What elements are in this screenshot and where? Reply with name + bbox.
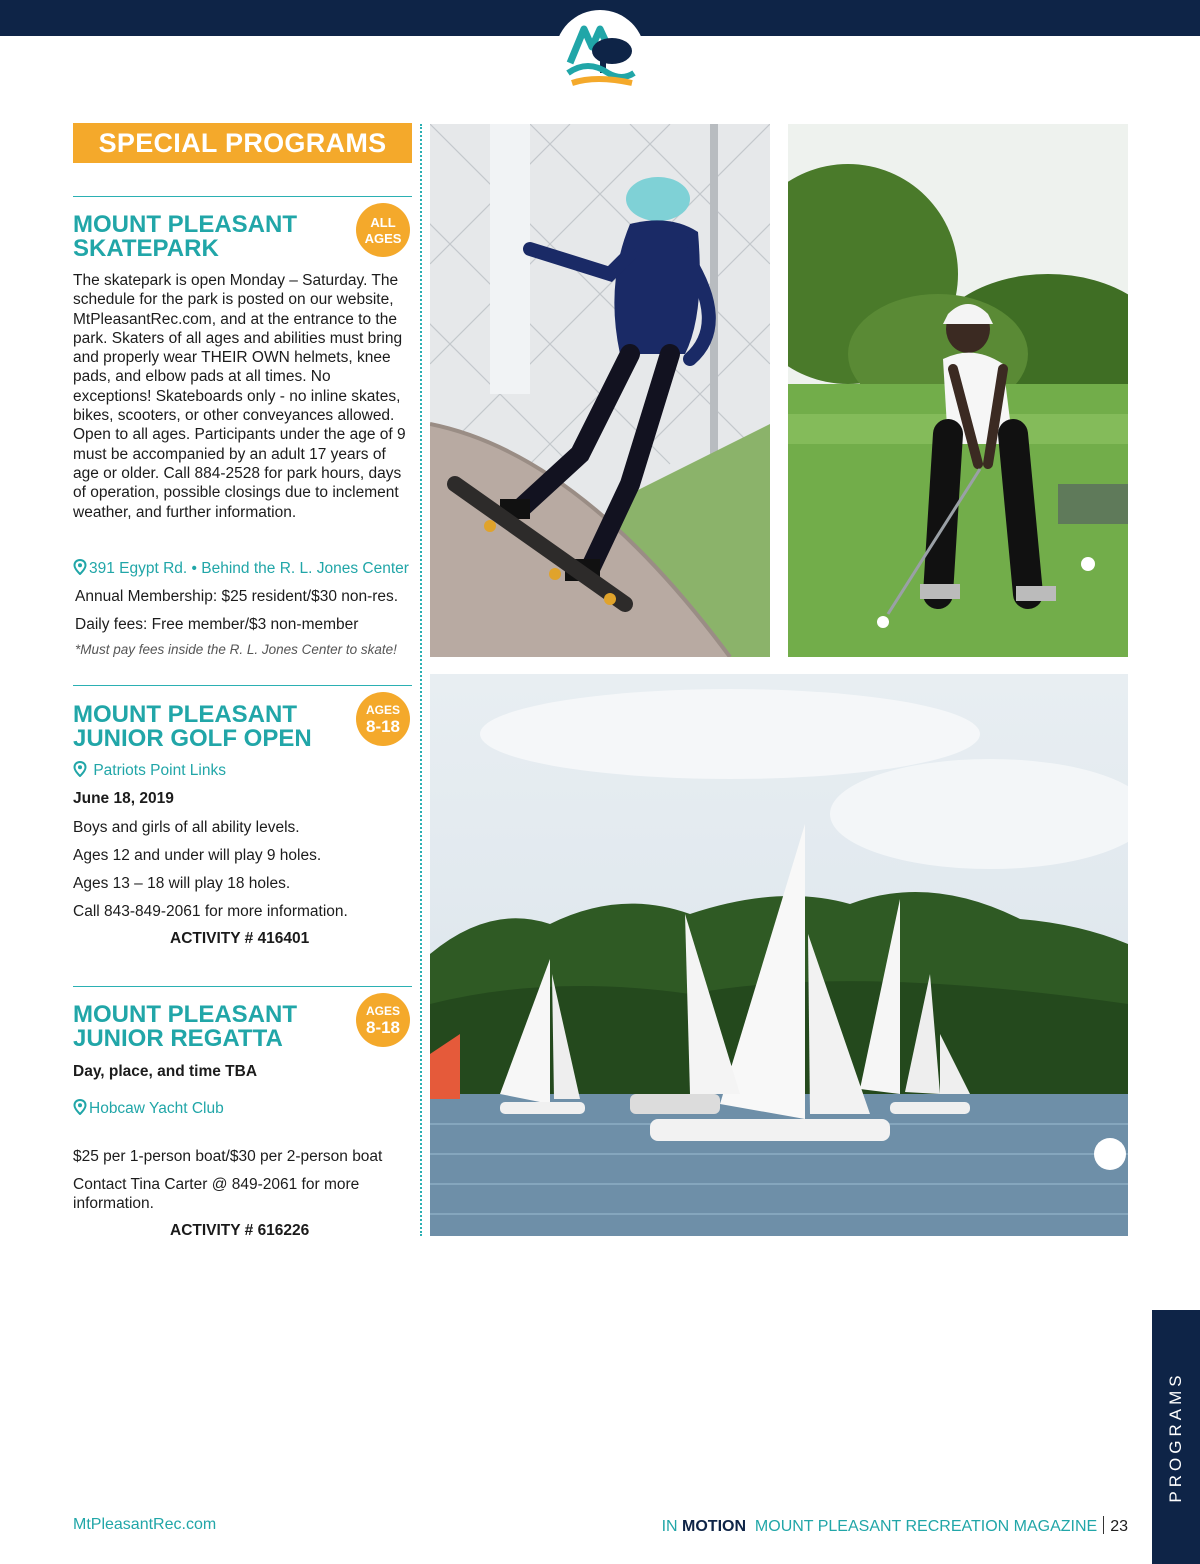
golf-info-line: Call 843-849-2061 for more information. — [73, 903, 348, 920]
contact-text: information. — [73, 1195, 154, 1212]
contact-text: Contact Tina Carter @ 849-2061 for more — [73, 1176, 360, 1193]
site-logo[interactable] — [555, 10, 645, 100]
title-line: JUNIOR GOLF OPEN — [73, 725, 312, 752]
section-rule — [73, 685, 412, 686]
map-pin-icon — [73, 761, 87, 777]
badge-text: AGES — [364, 231, 402, 246]
activity-number: ACTIVITY # 416401 — [170, 930, 310, 947]
golf-info-line: Boys and girls of all ability levels. — [73, 819, 300, 836]
badge-text: AGES — [365, 1004, 400, 1018]
footer-website-link[interactable]: MtPleasantRec.com — [73, 1516, 217, 1533]
column-divider — [420, 124, 422, 1236]
golf-title — [73, 703, 343, 751]
footer-separator — [1103, 1516, 1104, 1534]
age-badge — [356, 203, 410, 257]
location-text: Patriots Point Links — [93, 762, 226, 779]
regatta-title — [73, 1003, 343, 1051]
golfer-photo — [788, 124, 1128, 657]
map-pin-icon — [73, 559, 87, 575]
age-badge — [356, 993, 410, 1047]
side-tab-label: PROGRAMS — [1166, 1371, 1185, 1503]
price-text: $25 per 1-person boat/$30 per 2-person boat — [73, 1148, 383, 1165]
badge-text: ALL — [370, 215, 396, 230]
mount-pleasant-tree-logo-icon — [560, 15, 640, 95]
badge-text: 8-18 — [365, 717, 401, 736]
title-line: SKATEPARK — [73, 235, 219, 262]
event-schedule: Day, place, and time TBA — [73, 1063, 258, 1080]
badge-text: 8-18 — [365, 1018, 401, 1037]
location-link[interactable] — [73, 761, 418, 780]
sailboats-photo — [430, 674, 1128, 1236]
location-link[interactable] — [73, 1099, 418, 1118]
daily-fees-text: Daily fees: Free member/$3 non-member — [75, 616, 359, 633]
section-side-tab — [1152, 1310, 1200, 1564]
title-line: MOUNT PLEASANT — [73, 1001, 297, 1028]
footer-motion-label: MOTION — [682, 1518, 747, 1535]
fees-note: *Must pay fees inside the R. L. Jones Center to skate! — [75, 642, 397, 657]
footer-publication — [662, 1516, 1128, 1536]
golf-info-line: Ages 12 and under will play 9 holes. — [73, 847, 322, 864]
location-text: Hobcaw Yacht Club — [89, 1100, 224, 1117]
title-line: MOUNT PLEASANT — [73, 211, 297, 238]
map-pin-icon — [73, 1099, 87, 1115]
membership-text: Annual Membership: $25 resident/$30 non-res. — [75, 588, 399, 605]
section-title: SPECIAL PROGRAMS — [73, 123, 412, 163]
golf-info-line: Ages 13 – 18 will play 18 holes. — [73, 875, 291, 892]
page-number: 23 — [1110, 1518, 1128, 1535]
skatepark-description: The skatepark is open Monday – Saturday. The schedule for the park is posted on our website, MtPleasantRec.com, and at the entrance to the park. Skaters of all ages and abilities must bring and properly wear THEIR OWN helmets, knee pads, and elbow pads at all times. No exceptions! Skateboards only - no inline skates, bikes, scooters, or other conveyances allowed. Open to all ages. Participants under the age of 9 must be accompanied by an adult 17 years of age or older. Call 884-2528 for park hours, days of operation, possible closings due to inclement weather, and further information. — [73, 272, 406, 521]
badge-text: AGES — [365, 703, 400, 717]
title-line: JUNIOR REGATTA — [73, 1025, 283, 1052]
location-link[interactable] — [73, 559, 418, 578]
section-rule — [73, 986, 412, 987]
title-line: MOUNT PLEASANT — [73, 701, 297, 728]
event-date: June 18, 2019 — [73, 790, 174, 807]
skatepark-title — [73, 213, 343, 261]
footer-in-label: IN — [661, 1518, 678, 1535]
activity-number: ACTIVITY # 616226 — [170, 1222, 310, 1239]
location-text: 391 Egypt Rd. • Behind the R. L. Jones Center — [89, 560, 409, 577]
section-rule — [73, 196, 412, 197]
footer-magazine-name: MOUNT PLEASANT RECREATION MAGAZINE — [754, 1518, 1098, 1535]
skateboarder-photo — [430, 124, 770, 657]
age-badge — [356, 692, 410, 746]
